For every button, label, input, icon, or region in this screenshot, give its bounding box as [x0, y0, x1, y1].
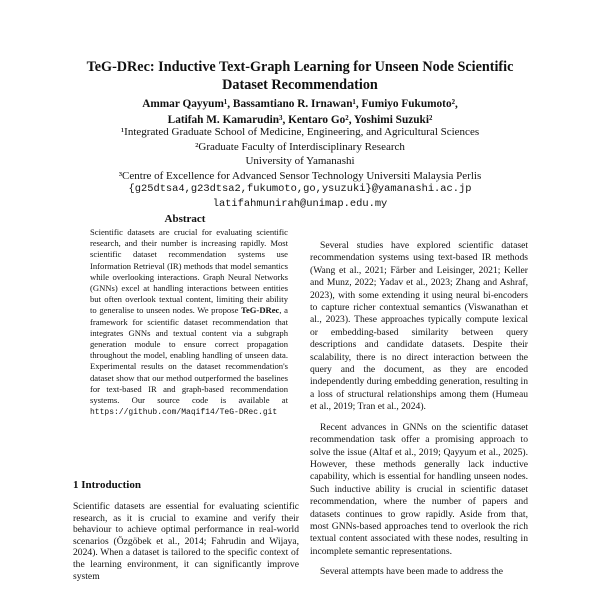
right-paragraph-3: Several attempts have been made to address the: [320, 566, 504, 578]
affiliation-2: ²Graduate Faculty of Interdisciplinary Research: [195, 140, 405, 153]
introduction-heading: 1 Introduction: [73, 479, 141, 491]
abstract-text-part-2: , a framework for scientific dataset recommendation that integrates GNNs and textual content via a subgraph generation module to ensure correct propagation throughout the model, enabling handling of unseen data. Experimental results on the dataset recommendation's dataset show that our method outperformed the baselines for text-based IR and graph-based recommendation systems. Our source code is available at: [90, 305, 288, 406]
right-paragraph-1: Several studies have explored scientific dataset recommendation systems using text-based IR methods (Wang et al., 2021; Färber and Leisinger, 2021; Keller and Munz, 2022; Yadav et al., 2023; Zhang and Ashraf, 2023), with some extending it using neural bi-encoders to capture richer contextual semantics (Viswanathan et al., 2023). These approaches typically compute lexical or embedding-based similarity between query descriptions and candidate datasets. Despite their scalability, there is no direct interaction between the query and the document, as they are encoded independently during embedding generation, resulting in a loss of structural relationships among them (Humeau et al., 2019; Tran et al., 2024).: [310, 240, 528, 413]
author-list: [40, 96, 560, 128]
introduction-body: [73, 501, 299, 582]
title-line-1: TeG-DRec: Inductive Text-Graph Learning for Unseen Node Scientific: [86, 59, 514, 75]
paper-title: [40, 58, 560, 94]
abstract-heading: Abstract: [164, 213, 206, 225]
authors-line-1: Ammar Qayyum¹, Bassamtiano R. Irnawan¹, Fumiyo Fukumoto²,: [142, 98, 458, 110]
introduction-paragraph: Scientific datasets are essential for evaluating scientific research, as it is crucial to examine and verify their behaviour to achieve optimal performance in real-world scenarios (Özgöbek et al., 2014; Fahrudin and Wijaya, 2024). When a dataset is tailored to the specific context of the learning environment, it can significantly improve system: [73, 501, 299, 582]
code-url-link[interactable]: https://github.com/Maqif14/TeG-DRec.git: [90, 408, 278, 418]
authors-line-2: Latifah M. Kamarudin³, Kentaro Go², Yoshimi Suzuki²: [167, 114, 433, 126]
affiliations: [40, 125, 560, 183]
model-name: TeG-DRec: [241, 305, 280, 316]
abstract-body: [90, 227, 288, 418]
abstract-text-part-1: Scientific datasets are crucial for evaluating scientific research, and their number is increasing rapidly. Most scientific dataset recommendation systems use Information Retrieval (IR) methods that model semantics while overlooking interactions. Graph Neural Networks (GNNs) excel at handling interactions between entities but often overlook textual content, limiting their ability to generalise to unseen nodes. We propose: [90, 227, 288, 316]
author-emails: [40, 182, 560, 212]
right-column: [310, 240, 528, 587]
affiliation-1: ¹Integrated Graduate School of Medicine, Engineering, and Agricultural Sciences: [120, 126, 480, 138]
affiliation-3: University of Yamanashi: [245, 155, 355, 167]
email-line-2: latifahmunirah@unimap.edu.my: [212, 198, 388, 210]
right-paragraph-2: Recent advances in GNNs on the scientific dataset recommendation task offer a promising approach to solve the issue (Altaf et al., 2019; Qayyum et al., 2025). However, these methods generally lack inductive capability, which is essential for handling unseen nodes. Such inductive ability is crucial in scientific dataset recommendation, where the number of papers and datasets continues to grow rapidly. Aside from that, most GNNs-based approaches tend to overlook the rich textual content associated with these nodes, resulting in incomplete semantic representations.: [310, 421, 528, 557]
affiliation-4: ³Centre of Excellence for Advanced Sensor Technology Universiti Malaysia Perlis: [118, 169, 482, 182]
title-line-2: Dataset Recommendation: [222, 77, 378, 93]
email-line-1: {g25dtsa4,g23dtsa2,fukumoto,go,ysuzuki}@yamanashi.ac.jp: [128, 183, 472, 195]
